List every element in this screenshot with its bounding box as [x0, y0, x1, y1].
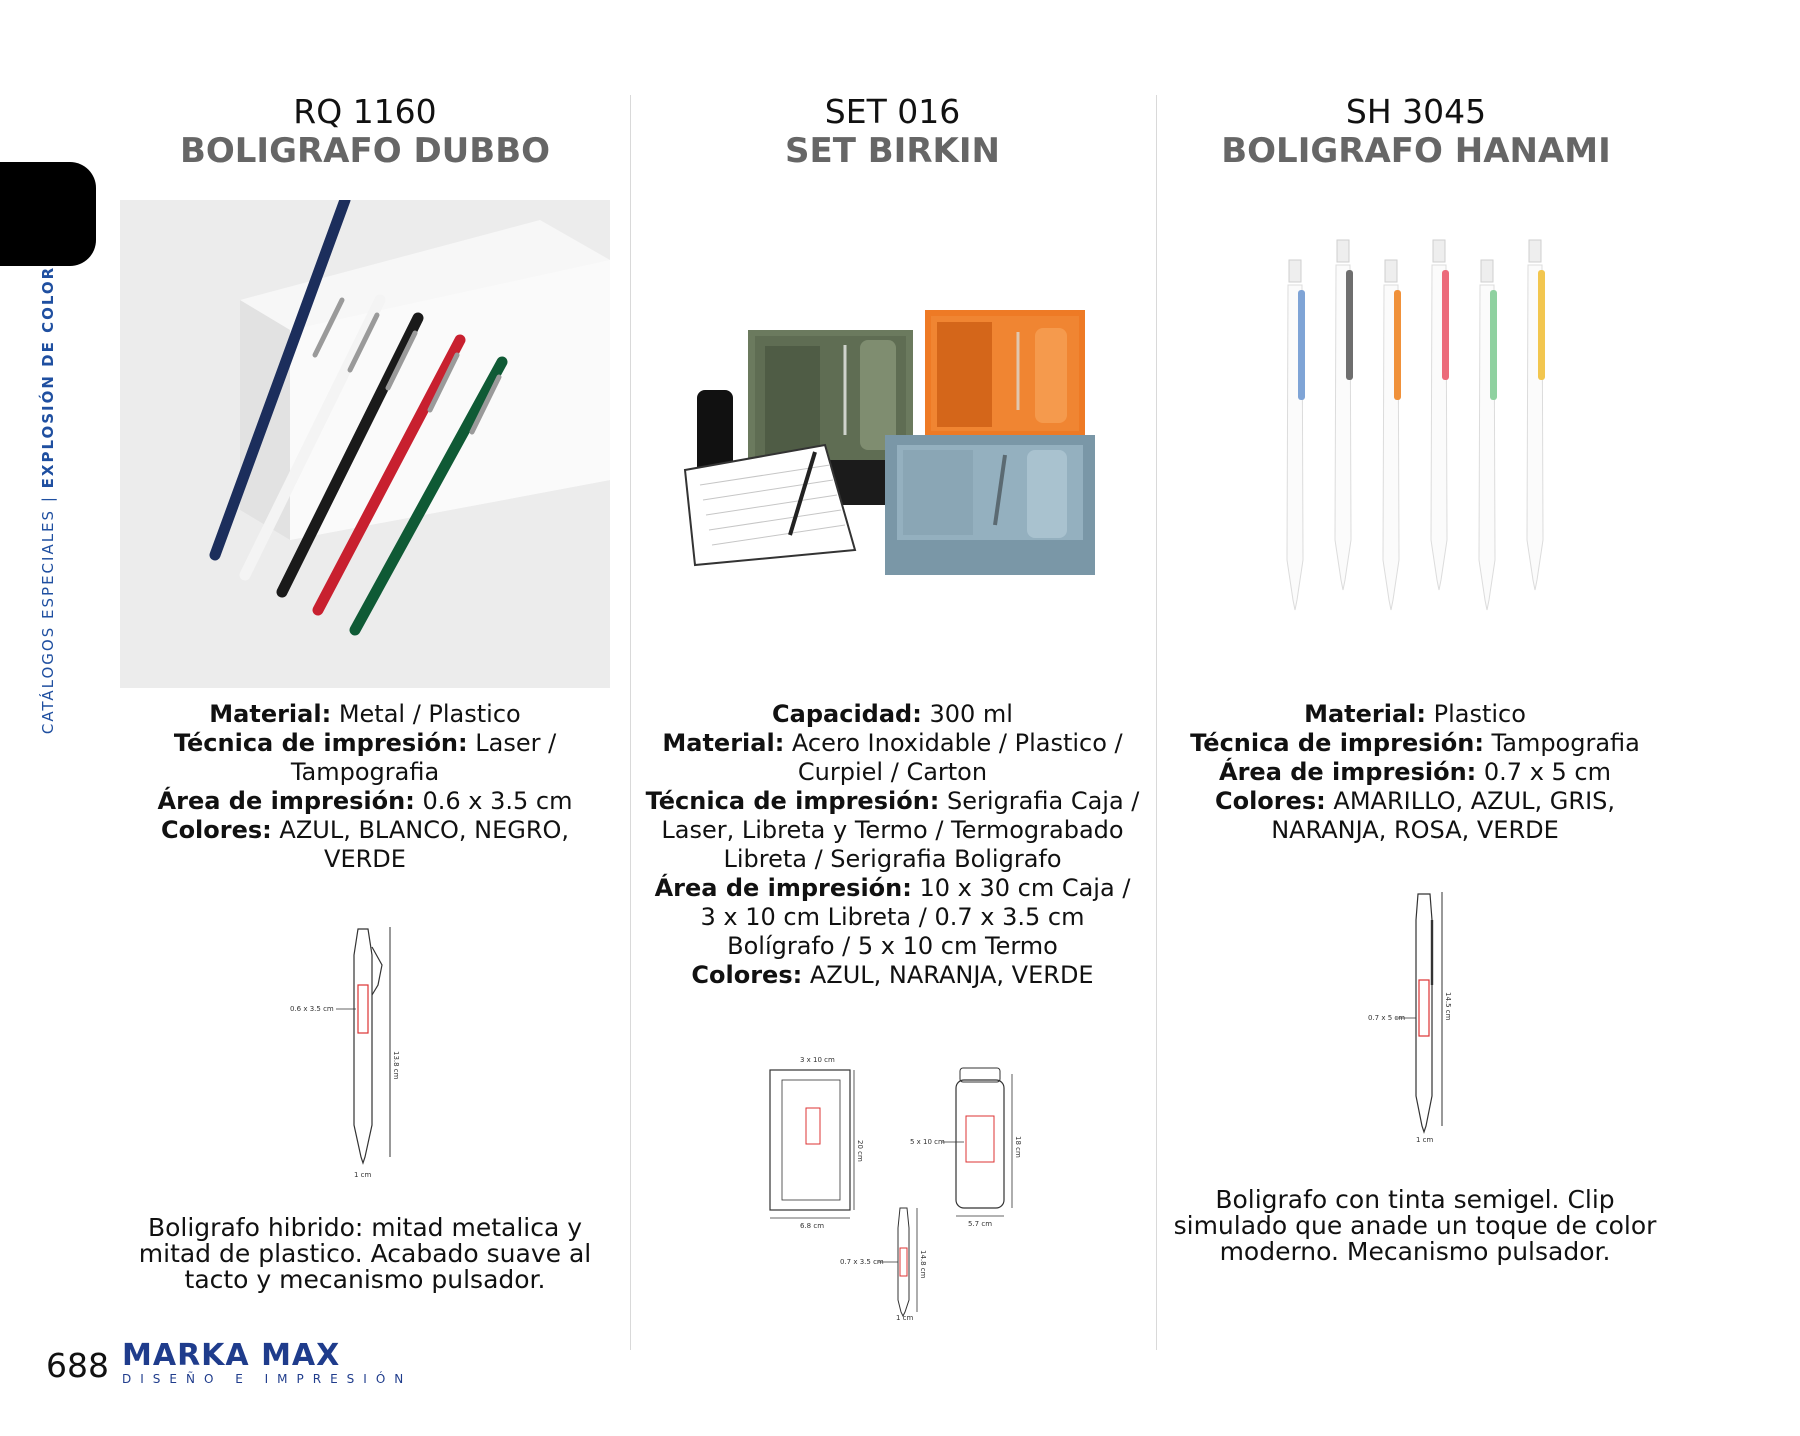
section-label: [39, 266, 57, 734]
product-photo-dubbo: [120, 200, 610, 688]
notebook-height-label: 20 cm: [856, 1140, 864, 1162]
product-specs-hanami: Material: Plastico Técnica de impresión: Tampografia Área de impresión: 0.7 x 5 cm Colores: AMARILLO, AZUL, GRIS, NARANJA, ROSA, VERDE: [1190, 700, 1640, 844]
technical-diagram-birkin: [760, 1050, 1040, 1320]
product-header-hanami: [1166, 92, 1666, 170]
diagram-area-label: 0.7 x 5 cm: [1368, 1014, 1406, 1022]
diagram-height-label: 13.8 cm: [392, 1051, 400, 1080]
column-divider: [1156, 95, 1157, 1350]
page-number: 688: [46, 1346, 109, 1385]
brand-logo: [122, 1340, 412, 1386]
hanami-pen: [1527, 240, 1545, 590]
pen-width-label: 1 cm: [896, 1314, 914, 1320]
product-photo-hanami: [1265, 230, 1565, 655]
product-header-birkin: [640, 92, 1145, 170]
hanami-pen: [1479, 260, 1497, 610]
diagram-area-label: 0.6 x 3.5 cm: [290, 1005, 334, 1013]
pen-height-label: 14.8 cm: [919, 1250, 927, 1279]
product-code: RQ 1160: [293, 92, 437, 131]
notebook-area-label: 3 x 10 cm: [800, 1056, 835, 1064]
product-code: SET 016: [824, 92, 961, 131]
diagram-width-label: 1 cm: [1416, 1136, 1434, 1144]
hanami-pen: [1431, 240, 1449, 590]
bottle-width-label: 5.7 cm: [968, 1220, 993, 1228]
product-name: BOLIGRAFO DUBBO: [179, 131, 551, 171]
product-code: SH 3045: [1345, 92, 1487, 131]
product-name: SET BIRKIN: [785, 131, 1000, 171]
product-header-dubbo: [115, 92, 615, 170]
technical-diagram-hanami: [1360, 890, 1490, 1145]
product-name: BOLIGRAFO HANAMI: [1221, 131, 1611, 171]
product-specs-dubbo: Material: Metal / Plastico Técnica de impresión: Laser / Tampografia Área de impresión: 0.6 x 3.5 cm Colores: AZUL, BLANCO, NEGRO, VERDE: [157, 700, 573, 873]
column-divider: [630, 95, 631, 1350]
product-description-dubbo: Boligrafo hibrido: mitad metalica y mitad de plastico. Acabado suave al tacto y mecanismo pulsador.: [138, 1213, 592, 1294]
hanami-pen: [1335, 240, 1353, 590]
hanami-pen: [1287, 260, 1305, 610]
section-tab: [0, 162, 96, 266]
bottle-area-label: 5 x 10 cm: [910, 1138, 945, 1146]
pen-area-label: 0.7 x 3.5 cm: [840, 1258, 884, 1266]
product-photo-birkin: [675, 300, 1115, 590]
diagram-height-label: 14.5 cm: [1444, 992, 1452, 1021]
notebook-width-label: 6.8 cm: [800, 1222, 825, 1230]
technical-diagram-dubbo: [290, 925, 420, 1180]
catalog-section: EXPLOSIÓN DE COLOR: [39, 265, 57, 489]
catalog-prefix: CATÁLOGOS ESPECIALES |: [39, 488, 57, 735]
product-specs-birkin: Capacidad: 300 ml Material: Acero Inoxidable / Plastico / Curpiel / Carton Técnica de impresión: Serigrafia Caja / Laser, Libreta y Termo / Termograbado Libreta / Serigrafia Boligrafo Área de impresión: 10 x 30 cm Caja / 3 x 10 cm Libreta / 0.7 x 3.5 cm Bolígrafo / 5 x 10 cm Termo Colores: AZUL, NARANJA, VERDE: [645, 700, 1140, 989]
logo-tagline: DISEÑO E IMPRESIÓN: [122, 1372, 413, 1386]
product-description-hanami: Boligrafo con tinta semigel. Clip simulado que anade un toque de color moderno. Mecanismo pulsador.: [1173, 1185, 1657, 1266]
logo-wordmark: MARKA MAX: [122, 1338, 341, 1373]
bottle-height-label: 18 cm: [1014, 1136, 1022, 1158]
hanami-pen: [1383, 260, 1401, 610]
diagram-width-label: 1 cm: [354, 1171, 372, 1179]
